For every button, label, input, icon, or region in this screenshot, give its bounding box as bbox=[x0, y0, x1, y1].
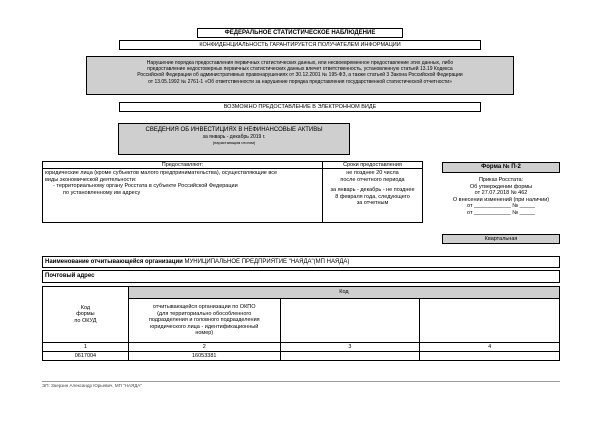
okud-header: Код формы по ОКУД bbox=[43, 287, 129, 343]
code-col4-header bbox=[420, 299, 560, 343]
column-number: 4 bbox=[420, 343, 560, 352]
organization-name-row bbox=[42, 256, 560, 268]
electronic-signature: ЭП: Заерзин Александр Юрьевич, МП "НАЯДА" bbox=[42, 383, 142, 388]
organization-name-value: МУНИЦИПАЛЬНОЕ ПРЕДПРИЯТИЕ "НАЯДА"(МП НАЯДА) bbox=[184, 259, 350, 265]
code-col3-header bbox=[280, 299, 420, 343]
form-type-title: ФЕДЕРАЛЬНОЕ СТАТИСТИЧЕСКОЕ НАБЛЮДЕНИЕ bbox=[197, 28, 403, 38]
report-title: СВЕДЕНИЯ ОБ ИНВЕСТИЦИЯХ В НЕФИНАНСОВЫЕ АКТИВЫ bbox=[145, 127, 323, 133]
confidentiality-notice: КОНФИДЕНЦИАЛЬНОСТЬ ГАРАНТИРУЕТСЯ ПОЛУЧАТЕЛЕМ ИНФОРМАЦИИ bbox=[119, 40, 481, 50]
submission-table bbox=[42, 161, 423, 223]
submitters-line: юридические лица (кроме субъектов малого предпринимательства), осуществляющие все bbox=[45, 170, 278, 176]
code-col3-value bbox=[280, 352, 420, 361]
deadline-line: не позднее 20 числа bbox=[346, 170, 399, 176]
liability-warning bbox=[86, 56, 514, 95]
okpo-code-value: 16053381 bbox=[128, 352, 280, 361]
deadlines-header: Сроки предоставления bbox=[322, 161, 423, 169]
order-line: от ____________ № _____ bbox=[467, 209, 535, 216]
column-number: 3 bbox=[280, 343, 420, 352]
deadline-line: за январь - декабрь - не позднее bbox=[330, 187, 415, 194]
electronic-submission-notice: ВОЗМОЖНО ПРЕДОСТАВЛЕНИЕ В ЭЛЕКТРОННОМ ВИДЕ bbox=[119, 102, 481, 112]
warning-line: Российской Федерации об административных правонарушениях от 30.12.2001 № 195-ФЗ, а также статьей 3 Закона Российской Федерации bbox=[137, 72, 463, 79]
report-period-note: (нарастающим итогом) bbox=[212, 140, 256, 146]
deadline-line: после отчетного периода bbox=[340, 176, 405, 183]
order-line: Приказ Росстата: bbox=[478, 177, 524, 183]
warning-line: от 13.05.1992 № 2761-1 «Об ответственности за нарушение порядка представления государственной статистической отчетности» bbox=[148, 78, 452, 85]
column-number: 1 bbox=[43, 343, 129, 352]
column-number: 2 bbox=[128, 343, 280, 352]
footer-rule bbox=[42, 381, 560, 382]
postal-address-label: Почтовый адрес bbox=[45, 273, 95, 279]
warning-line: Нарушение порядка предоставления первичных статистических данных, или несвоевременное предоставление этих данных, либо bbox=[146, 60, 454, 66]
postal-address-row bbox=[42, 270, 560, 283]
form-number: Форма № П-2 bbox=[442, 162, 560, 173]
order-line: О внесении изменений (при наличии) bbox=[452, 196, 550, 203]
warning-line: предоставление недостоверных первичных статистических данных влечет ответственность, установленную статьей 13.19 Кодекса bbox=[147, 66, 453, 73]
order-line: от 27.07.2018 № 462 bbox=[474, 190, 528, 197]
report-title-block bbox=[118, 123, 350, 155]
okud-code-value: 0617004 bbox=[43, 352, 129, 361]
deadlines-cell bbox=[322, 168, 423, 223]
deadline-line: за отчетным bbox=[356, 200, 389, 207]
code-col4-value bbox=[420, 352, 560, 361]
submitters-line: - территориальному органу Росстата в субъекте Российской Федерации bbox=[53, 183, 238, 190]
codes-table bbox=[42, 286, 560, 361]
order-line: Об утверждении формы bbox=[469, 183, 533, 190]
organization-name-label: Наименование отчитывающейся организации bbox=[45, 259, 183, 265]
submitters-line: виды экономической деятельности: bbox=[45, 176, 137, 183]
submitters-cell bbox=[42, 168, 323, 223]
periodicity-badge: Квартальная bbox=[442, 234, 560, 244]
submitters-line: по установленному им адресу bbox=[63, 189, 141, 196]
approval-order-block bbox=[435, 177, 567, 217]
code-header: Код bbox=[128, 287, 559, 299]
report-period: за январь - декабрь 2019 г. bbox=[202, 134, 266, 141]
submitters-header: Предоставляют: bbox=[42, 161, 323, 169]
okpo-header: отчитывающейся организации по ОКПО (для территориально обособленного подразделения и головного подразделения юридического лица - идентификационный номер) bbox=[128, 299, 280, 343]
deadline-line: 8 февраля года, следующего bbox=[335, 193, 410, 200]
order-line: от ____________ № _____ bbox=[467, 203, 535, 210]
